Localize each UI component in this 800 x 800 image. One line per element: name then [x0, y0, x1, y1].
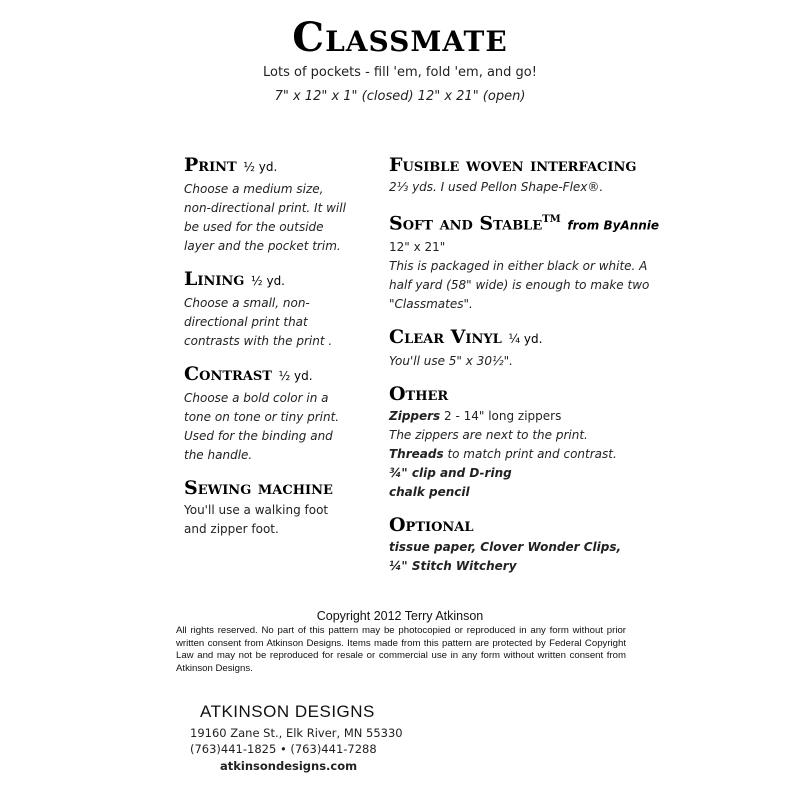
- section-heading: Fusible woven interfacing: [389, 154, 637, 176]
- section-heading: [184, 361, 374, 389]
- fusible-interfacing-section: [389, 152, 649, 197]
- description-line: contrasts with the print .: [184, 334, 333, 348]
- lining-section: [184, 266, 374, 351]
- quantity: ¼ yd.: [508, 332, 543, 347]
- page-title: Classmate: [292, 14, 508, 61]
- left-column: [184, 152, 374, 549]
- size-line: 12" x 21": [389, 240, 446, 255]
- description-line: The zippers are next to the print.: [389, 428, 588, 443]
- description-line: This is packaged in either black or white. A: [389, 259, 648, 274]
- company-address: 19160 Zane St., Elk River, MN 55330: [190, 726, 403, 740]
- threads-line: [389, 445, 649, 464]
- brand-credit: from ByAnnie: [567, 218, 660, 233]
- legal-text: All rights reserved. No part of this pattern may be photocopied or reproduced in any form without prior written consent from Atkinson Designs. Items made from this pattern are protected by Federal Copyright Law and may not be reproduced for resale or commercial use in any form without written consent from Atkinson Designs.: [176, 625, 626, 674]
- copyright-notice: Copyright 2012 Terry Atkinson: [316, 609, 484, 623]
- optional-section: [389, 512, 649, 576]
- zippers-text: 2 - 14" long zippers: [440, 409, 562, 424]
- description-line: non-directional print. It will: [184, 201, 346, 215]
- trademark-mark: TM: [542, 214, 561, 225]
- description-line: tone on tone or tiny print.: [184, 410, 340, 424]
- dimensions: 7" x 12" x 1" (closed) 12" x 21" (open): [274, 89, 526, 104]
- zippers-label: Zippers: [389, 409, 441, 424]
- tagline: Lots of pockets - fill 'em, fold 'em, and go!: [263, 65, 537, 80]
- heading-label: Print: [184, 154, 237, 176]
- company-website: atkinsondesigns.com: [220, 759, 358, 773]
- clip-line: ¾" clip and D-ring: [389, 466, 512, 481]
- heading-label: Clear Vinyl: [389, 326, 502, 349]
- section-heading: [389, 207, 660, 238]
- description-line: layer and the pocket trim.: [184, 239, 341, 253]
- section-heading: [184, 152, 374, 180]
- optional-line: ¼" Stitch Witchery: [389, 559, 517, 574]
- description-line: Used for the binding and: [184, 429, 333, 443]
- company-name: ATKINSON DESIGNS: [200, 702, 375, 721]
- description-line: Choose a medium size,: [184, 182, 324, 196]
- quantity: ½ yd.: [278, 369, 313, 383]
- description-line: "Classmates".: [389, 297, 473, 312]
- threads-text: to match print and contrast.: [443, 447, 617, 462]
- section-heading: Sewing machine: [184, 477, 333, 499]
- section-heading: [389, 324, 649, 352]
- soft-and-stable-section: [389, 207, 660, 314]
- clear-vinyl-section: [389, 324, 649, 371]
- description-line: directional print that: [184, 315, 308, 329]
- pencil-line: chalk pencil: [389, 485, 470, 500]
- section-heading: [184, 266, 374, 294]
- right-column: [389, 152, 660, 586]
- optional-line: tissue paper, Clover Wonder Clips,: [389, 540, 622, 555]
- description-line: You'll use a walking foot: [184, 503, 329, 517]
- zippers-line: [389, 407, 649, 426]
- heading-label: Contrast: [184, 363, 272, 385]
- other-section: [389, 381, 649, 502]
- description-line: 2⅓ yds. I used Pellon Shape-Flex®.: [389, 180, 604, 194]
- heading-label: Soft and Stable: [389, 212, 543, 235]
- description-line: Choose a bold color in a: [184, 391, 329, 405]
- print-section: [184, 152, 374, 256]
- contrast-section: [184, 361, 374, 465]
- company-phones: (763)441-1825 • (763)441-7288: [190, 742, 377, 756]
- description-line: You'll use 5" x 30½".: [389, 354, 513, 369]
- sewing-machine-section: [184, 475, 374, 539]
- section-heading: Other: [389, 383, 449, 406]
- threads-label: Threads: [389, 447, 444, 462]
- heading-label: Lining: [184, 268, 245, 290]
- description-line: Choose a small, non-: [184, 296, 310, 310]
- description-line: be used for the outside: [184, 220, 324, 234]
- section-heading: Optional: [389, 514, 474, 537]
- description-line: and zipper foot.: [184, 522, 279, 536]
- quantity: ½ yd.: [243, 160, 278, 174]
- description-line: half yard (58" wide) is enough to make two: [389, 278, 650, 293]
- quantity: ½ yd.: [251, 274, 285, 288]
- description-line: the handle.: [184, 448, 253, 462]
